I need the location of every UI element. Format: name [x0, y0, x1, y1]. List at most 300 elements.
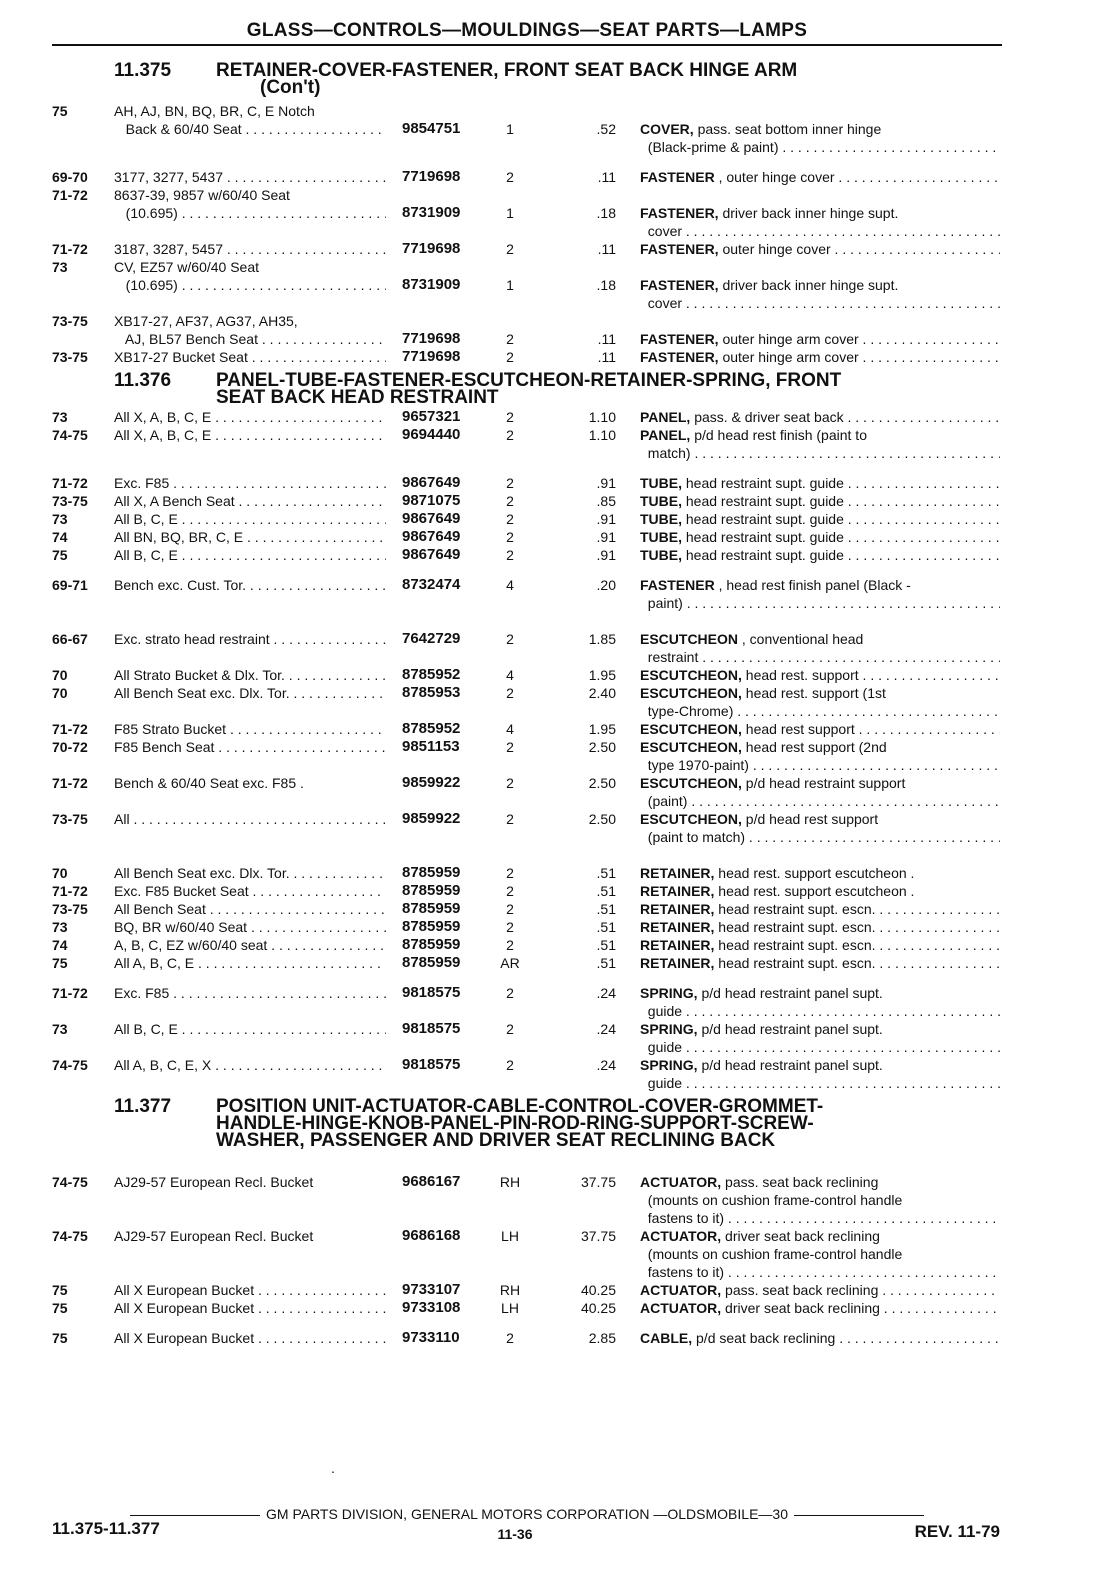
part-description — [640, 756, 1000, 774]
part-detail: fastens to it) — [640, 1264, 725, 1280]
model-application: F85 Bench Seat . . . — [114, 738, 386, 756]
part-name: ESCUTCHEON, — [640, 721, 742, 737]
model-application: A, B, C, EZ w/60/40 seat . . . — [114, 936, 386, 954]
model-years: 70 — [52, 667, 68, 683]
price: .18 — [596, 277, 616, 293]
part-row — [0, 120, 1100, 138]
model-years: 70-72 — [52, 739, 88, 755]
part-name: RETAINER, — [640, 901, 715, 917]
model-application: (10.695) . . . — [114, 204, 386, 222]
part-row — [0, 426, 1100, 444]
part-detail: head restraint supt. guide — [682, 493, 844, 509]
part-row — [0, 510, 1100, 528]
quantity: 4 — [506, 577, 514, 593]
model-application: All Strato Bucket & Dlx. Tor. . . . — [114, 666, 386, 684]
model-years: 73-75 — [52, 493, 88, 509]
publisher-text: GM PARTS DIVISION, GENERAL MOTORS CORPORATION —OLDSMOBILE—30 — [266, 1506, 788, 1522]
section-title — [0, 1098, 1100, 1149]
part-row — [0, 444, 1100, 462]
part-description — [640, 294, 1000, 312]
publisher-line — [52, 1506, 1002, 1522]
quantity: 2 — [506, 1057, 514, 1073]
part-number: 9733107 — [402, 1281, 461, 1298]
part-description — [640, 828, 1000, 846]
quantity: AR — [500, 955, 520, 971]
model-years: 73 — [52, 511, 68, 527]
part-description — [640, 1020, 1000, 1038]
model-application: All A, B, C, E . . . — [114, 954, 386, 972]
price: .24 — [596, 1057, 616, 1073]
quantity: 1 — [506, 121, 514, 137]
part-detail: driver seat back reclining — [721, 1300, 880, 1316]
model-years: 73 — [52, 259, 68, 275]
section-title-line: SEAT BACK HEAD RESTRAINT — [216, 387, 499, 408]
part-description — [640, 348, 1000, 366]
part-description — [640, 222, 1000, 240]
part-description — [640, 528, 1000, 546]
part-number: 9657321 — [402, 408, 461, 425]
part-description — [640, 1329, 1000, 1347]
part-description — [640, 168, 1000, 186]
part-number: 7719698 — [402, 168, 461, 185]
part-detail: head restraint supt. escn. — [714, 901, 876, 917]
part-number: 9686168 — [402, 1227, 461, 1244]
model-application: Exc. F85 . . . — [114, 474, 386, 492]
quantity: LH — [501, 1300, 519, 1316]
part-name: ACTUATOR, — [640, 1174, 722, 1190]
part-number: 8785959 — [402, 864, 461, 881]
model-years: 74-75 — [52, 1057, 88, 1073]
part-detail: p/d head rest support — [741, 811, 879, 827]
part-detail: outer hinge arm cover — [718, 331, 859, 347]
section-number: 11.375 — [114, 60, 172, 81]
part-row — [0, 720, 1100, 738]
section-title-line: POSITION UNIT-ACTUATOR-CABLE-CONTROL-COVER-GROMMET- — [216, 1096, 824, 1117]
part-description — [640, 936, 1000, 954]
part-row — [0, 186, 1100, 204]
price: .11 — [597, 169, 616, 185]
section-title — [0, 372, 1100, 406]
model-application: All X, A Bench Seat . . . — [114, 492, 386, 510]
part-name: SPRING, — [640, 1021, 698, 1037]
model-application: All Bench Seat exc. Dlx. Tor. . . . — [114, 684, 386, 702]
part-description — [640, 1191, 1000, 1209]
quantity: 2 — [506, 901, 514, 917]
part-description — [640, 240, 1000, 258]
price: .24 — [596, 985, 616, 1001]
part-detail: driver back inner hinge supt. — [718, 205, 899, 221]
part-detail: p/d seat back reclining — [692, 1330, 836, 1346]
part-detail: p/d head restraint support — [741, 775, 906, 791]
part-detail: pass. seat bottom inner hinge — [693, 121, 882, 137]
part-detail: (mounts on cushion frame-control handle — [640, 1246, 903, 1262]
model-application: Exc. strato head restraint . . . — [114, 630, 386, 648]
model-years: 75 — [52, 1300, 68, 1316]
model-years: 74 — [52, 937, 68, 953]
part-row — [0, 1038, 1100, 1056]
section-11-375 — [0, 62, 1100, 372]
part-number: 8785959 — [402, 954, 461, 971]
part-row — [0, 1173, 1100, 1191]
part-row — [0, 900, 1100, 918]
part-detail: , outer hinge cover — [714, 169, 835, 185]
part-description — [640, 330, 1000, 348]
part-row — [0, 258, 1100, 276]
model-years: 74-75 — [52, 1174, 88, 1190]
part-row — [0, 348, 1100, 366]
part-row — [0, 576, 1100, 594]
part-name: FASTENER, — [640, 349, 719, 365]
part-description — [640, 954, 1000, 972]
price: .51 — [596, 865, 616, 881]
model-application: Exc. F85 . . . — [114, 984, 386, 1002]
model-application: All X, A, B, C, E . . . — [114, 408, 386, 426]
quantity: 2 — [506, 883, 514, 899]
part-number: 9733108 — [402, 1299, 461, 1316]
quantity: 2 — [506, 427, 514, 443]
model-years: 74-75 — [52, 1228, 88, 1244]
model-application: All X European Bucket . . . — [114, 1299, 386, 1317]
part-number: 8785953 — [402, 684, 461, 701]
part-detail: head rest. support — [741, 667, 859, 683]
model-years: 73 — [52, 1021, 68, 1037]
part-number: 9859922 — [402, 774, 461, 791]
price: .52 — [596, 121, 616, 137]
part-row — [0, 1002, 1100, 1020]
part-name: ESCUTCHEON, — [640, 775, 742, 791]
quantity: 2 — [506, 349, 514, 365]
price: .85 — [596, 493, 616, 509]
quantity: RH — [499, 1282, 521, 1298]
part-row — [0, 1074, 1100, 1092]
part-detail: head restraint supt. guide — [682, 511, 844, 527]
model-years: 75 — [52, 103, 68, 119]
part-description — [640, 1227, 1000, 1245]
part-name: ACTUATOR, — [640, 1282, 722, 1298]
part-name: TUBE, — [640, 511, 682, 527]
part-number: 9694440 — [402, 426, 461, 443]
part-row — [0, 546, 1100, 564]
model-application: AJ29-57 European Recl. Bucket — [114, 1228, 314, 1244]
part-row — [0, 756, 1100, 774]
part-description — [640, 666, 1000, 684]
part-number: 8785959 — [402, 900, 461, 917]
section-number: 11.376 — [114, 370, 172, 391]
part-description — [640, 204, 1000, 222]
part-name: RETAINER, — [640, 883, 715, 899]
section-11-377 — [0, 1098, 1100, 1353]
section-title — [0, 62, 1100, 96]
part-description — [640, 1038, 1000, 1056]
part-description — [640, 138, 1000, 156]
part-description — [640, 684, 1000, 702]
model-application: AJ29-57 European Recl. Bucket — [114, 1174, 314, 1190]
price: .91 — [596, 529, 616, 545]
price: .51 — [596, 937, 616, 953]
part-row — [0, 648, 1100, 666]
part-detail: type 1970-paint) — [640, 757, 749, 773]
part-description — [640, 1074, 1000, 1092]
model-years: 73-75 — [52, 811, 88, 827]
part-row — [0, 1209, 1100, 1227]
stray-mark: . — [331, 1460, 335, 1476]
part-row — [0, 1329, 1100, 1347]
part-description — [640, 738, 1000, 756]
part-detail: head restraint supt. escn. — [714, 937, 876, 953]
part-description — [640, 1209, 1000, 1227]
part-row — [0, 330, 1100, 348]
part-description — [640, 276, 1000, 294]
price: .51 — [596, 901, 616, 917]
part-name: ACTUATOR, — [640, 1228, 722, 1244]
model-years: 75 — [52, 547, 68, 563]
model-years: 75 — [52, 1282, 68, 1298]
part-number: 8731909 — [402, 276, 461, 293]
part-row — [0, 918, 1100, 936]
part-description — [640, 444, 1000, 462]
model-application: All BN, BQ, BR, C, E . . . — [114, 528, 386, 546]
section-title-line: RETAINER-COVER-FASTENER, FRONT SEAT BACK HINGE ARM — [216, 60, 798, 81]
part-detail: outer hinge arm cover — [718, 349, 859, 365]
price: 40.25 — [580, 1282, 616, 1298]
part-name: SPRING, — [640, 985, 698, 1001]
part-row — [0, 936, 1100, 954]
quantity: 2 — [506, 919, 514, 935]
price: .91 — [596, 547, 616, 563]
model-application: AH, AJ, BN, BQ, BR, C, E Notch — [114, 103, 315, 119]
quantity: 4 — [506, 721, 514, 737]
model-application: BQ, BR w/60/40 Seat . . . — [114, 918, 386, 936]
page-header: GLASS—CONTROLS—MOULDINGS—SEAT PARTS—LAMPS — [246, 20, 808, 41]
model-years: 75 — [52, 955, 68, 971]
part-row — [0, 138, 1100, 156]
part-detail: head restraint supt. escn. — [714, 955, 876, 971]
part-number: 9859922 — [402, 810, 461, 827]
section-range: 11.375-11.377 — [52, 1519, 160, 1538]
part-row — [0, 774, 1100, 792]
part-name: FASTENER, — [640, 331, 719, 347]
part-name: RETAINER, — [640, 955, 715, 971]
part-name: ESCUTCHEON, — [640, 811, 742, 827]
part-number: 9867649 — [402, 474, 461, 491]
model-years: 75 — [52, 1330, 68, 1346]
part-name: ESCUTCHEON, — [640, 739, 742, 755]
quantity: 2 — [506, 631, 514, 647]
part-row — [0, 684, 1100, 702]
model-years: 73-75 — [52, 901, 88, 917]
part-name: FASTENER, — [640, 241, 719, 257]
model-years: 70 — [52, 685, 68, 701]
part-number: 7719698 — [402, 348, 461, 365]
quantity: 2 — [506, 985, 514, 1001]
model-years: 73-75 — [52, 313, 88, 329]
part-row — [0, 984, 1100, 1002]
part-number: 9733110 — [402, 1329, 460, 1346]
part-row — [0, 810, 1100, 828]
part-row — [0, 702, 1100, 720]
part-name: TUBE, — [640, 547, 682, 563]
part-number: 9818575 — [402, 984, 461, 1001]
model-application: Bench & 60/40 Seat exc. F85 . — [114, 775, 304, 791]
part-number: 9854751 — [402, 120, 461, 137]
model-years: 71-72 — [52, 721, 88, 737]
quantity: 2 — [506, 331, 514, 347]
part-name: ESCUTCHEON, — [640, 685, 742, 701]
quantity: 2 — [506, 241, 514, 257]
parts-catalog — [0, 62, 1100, 1353]
part-row — [0, 864, 1100, 882]
part-number: 7642729 — [402, 630, 461, 647]
part-detail: head rest. support (1st — [741, 685, 886, 701]
model-application: All B, C, E . . . — [114, 510, 386, 528]
part-row — [0, 492, 1100, 510]
part-description — [640, 408, 1000, 426]
model-application: All B, C, E . . . — [114, 546, 386, 564]
model-years: 69-71 — [52, 577, 88, 593]
model-application: Exc. F85 Bucket Seat . . . — [114, 882, 386, 900]
model-application: All . . . — [114, 810, 386, 828]
part-name: PANEL, — [640, 427, 691, 443]
model-years: 69-70 — [52, 169, 88, 185]
part-number: 9867649 — [402, 546, 461, 563]
part-name: ESCUTCHEON, — [640, 667, 742, 683]
page-number: 11-36 — [497, 1526, 533, 1542]
part-number: 9851153 — [402, 738, 460, 755]
part-detail: pass. & driver seat back — [690, 409, 844, 425]
part-detail: (paint) — [640, 793, 688, 809]
part-detail: head restraint supt. guide — [682, 475, 844, 491]
price: 37.75 — [580, 1228, 616, 1244]
part-description — [640, 630, 1000, 648]
part-detail: cover — [640, 295, 683, 311]
part-row — [0, 954, 1100, 972]
part-row — [0, 1263, 1100, 1281]
part-row — [0, 276, 1100, 294]
price: .91 — [596, 475, 616, 491]
part-detail: head rest. support escutcheon . — [714, 883, 915, 899]
section-title-line: (Con't) — [260, 77, 321, 98]
model-application: All X European Bucket . . . — [114, 1281, 386, 1299]
part-number: 9871075 — [402, 492, 461, 509]
part-name: ACTUATOR, — [640, 1300, 722, 1316]
part-number: 9686167 — [402, 1173, 461, 1190]
quantity: 2 — [506, 685, 514, 701]
part-detail: guide — [640, 1003, 683, 1019]
quantity: 2 — [506, 475, 514, 491]
part-number: 8785959 — [402, 936, 461, 953]
model-application: All B, C, E . . . — [114, 1020, 386, 1038]
section-title-text — [216, 62, 976, 96]
price: .51 — [596, 883, 616, 899]
part-name: FASTENER — [640, 169, 715, 185]
model-application: XB17-27, AF37, AG37, AH35, — [114, 313, 298, 329]
part-name: RETAINER, — [640, 919, 715, 935]
part-description — [640, 900, 1000, 918]
price: 2.50 — [588, 739, 616, 755]
price: 1.85 — [588, 631, 616, 647]
price: 40.25 — [580, 1300, 616, 1316]
part-description — [640, 1245, 1000, 1263]
part-description — [640, 426, 1000, 444]
section-title-line: WASHER, PASSENGER AND DRIVER SEAT RECLINING BACK — [216, 1130, 776, 1151]
part-row — [0, 630, 1100, 648]
part-name: PANEL, — [640, 409, 691, 425]
part-description — [640, 492, 1000, 510]
part-detail: head restraint supt. guide — [682, 529, 844, 545]
price: 37.75 — [580, 1174, 616, 1190]
part-name: RETAINER, — [640, 937, 715, 953]
part-number: 7719698 — [402, 240, 461, 257]
part-description — [640, 720, 1000, 738]
part-description — [640, 120, 1000, 138]
part-detail: type-Chrome) — [640, 703, 734, 719]
model-years: 73-75 — [52, 349, 88, 365]
part-name: ESCUTCHEON — [640, 631, 739, 647]
part-detail: driver seat back reclining — [721, 1228, 880, 1244]
part-name: FASTENER — [640, 577, 715, 593]
part-row — [0, 1056, 1100, 1074]
part-detail: head restraint supt. guide — [682, 547, 844, 563]
section-title-line: HANDLE-HINGE-KNOB-PANEL-PIN-ROD-RING-SUPPORT-SCREW- — [216, 1113, 814, 1134]
model-years: 71-72 — [52, 475, 88, 491]
part-detail: (paint to match) — [640, 829, 746, 845]
part-description — [640, 984, 1000, 1002]
model-application: 3177, 3277, 5437 . . . — [114, 168, 386, 186]
part-detail: pass. seat back reclining — [721, 1174, 879, 1190]
part-number: 9867649 — [402, 528, 461, 545]
price: .11 — [597, 331, 616, 347]
model-application: (10.695) . . . — [114, 276, 386, 294]
part-row — [0, 738, 1100, 756]
quantity: 2 — [506, 169, 514, 185]
part-detail: driver back inner hinge supt. — [718, 277, 899, 293]
part-detail: cover — [640, 223, 683, 239]
part-row — [0, 666, 1100, 684]
part-description — [640, 1263, 1000, 1281]
quantity: 2 — [506, 493, 514, 509]
model-years: 71-72 — [52, 241, 88, 257]
model-application: All X European Bucket . . . — [114, 1329, 386, 1347]
part-detail: (mounts on cushion frame-control handle — [640, 1192, 903, 1208]
quantity: 2 — [506, 547, 514, 563]
part-description — [640, 882, 1000, 900]
price: 1.10 — [588, 409, 616, 425]
price: 1.95 — [588, 667, 616, 683]
part-description — [640, 810, 1000, 828]
part-row — [0, 1227, 1100, 1245]
quantity: 1 — [506, 205, 514, 221]
part-description — [640, 1002, 1000, 1020]
part-detail: , conventional head — [738, 631, 864, 647]
quantity: 2 — [506, 811, 514, 827]
part-detail: pass. seat back reclining — [721, 1282, 879, 1298]
quantity: 2 — [506, 409, 514, 425]
part-detail: paint) — [640, 595, 683, 611]
price: .11 — [597, 241, 616, 257]
part-row — [0, 594, 1100, 612]
price: .11 — [597, 349, 616, 365]
part-description — [640, 918, 1000, 936]
model-application: F85 Strato Bucket . . . — [114, 720, 386, 738]
part-number: 9818575 — [402, 1020, 461, 1037]
price: .18 — [596, 205, 616, 221]
model-years: 66-67 — [52, 631, 88, 647]
part-number: 8785959 — [402, 882, 461, 899]
model-years: 71-72 — [52, 775, 88, 791]
quantity: 2 — [506, 739, 514, 755]
model-application: All X, A, B, C, E . . . — [114, 426, 386, 444]
model-application: All Bench Seat exc. Dlx. Tor. . . . — [114, 864, 386, 882]
